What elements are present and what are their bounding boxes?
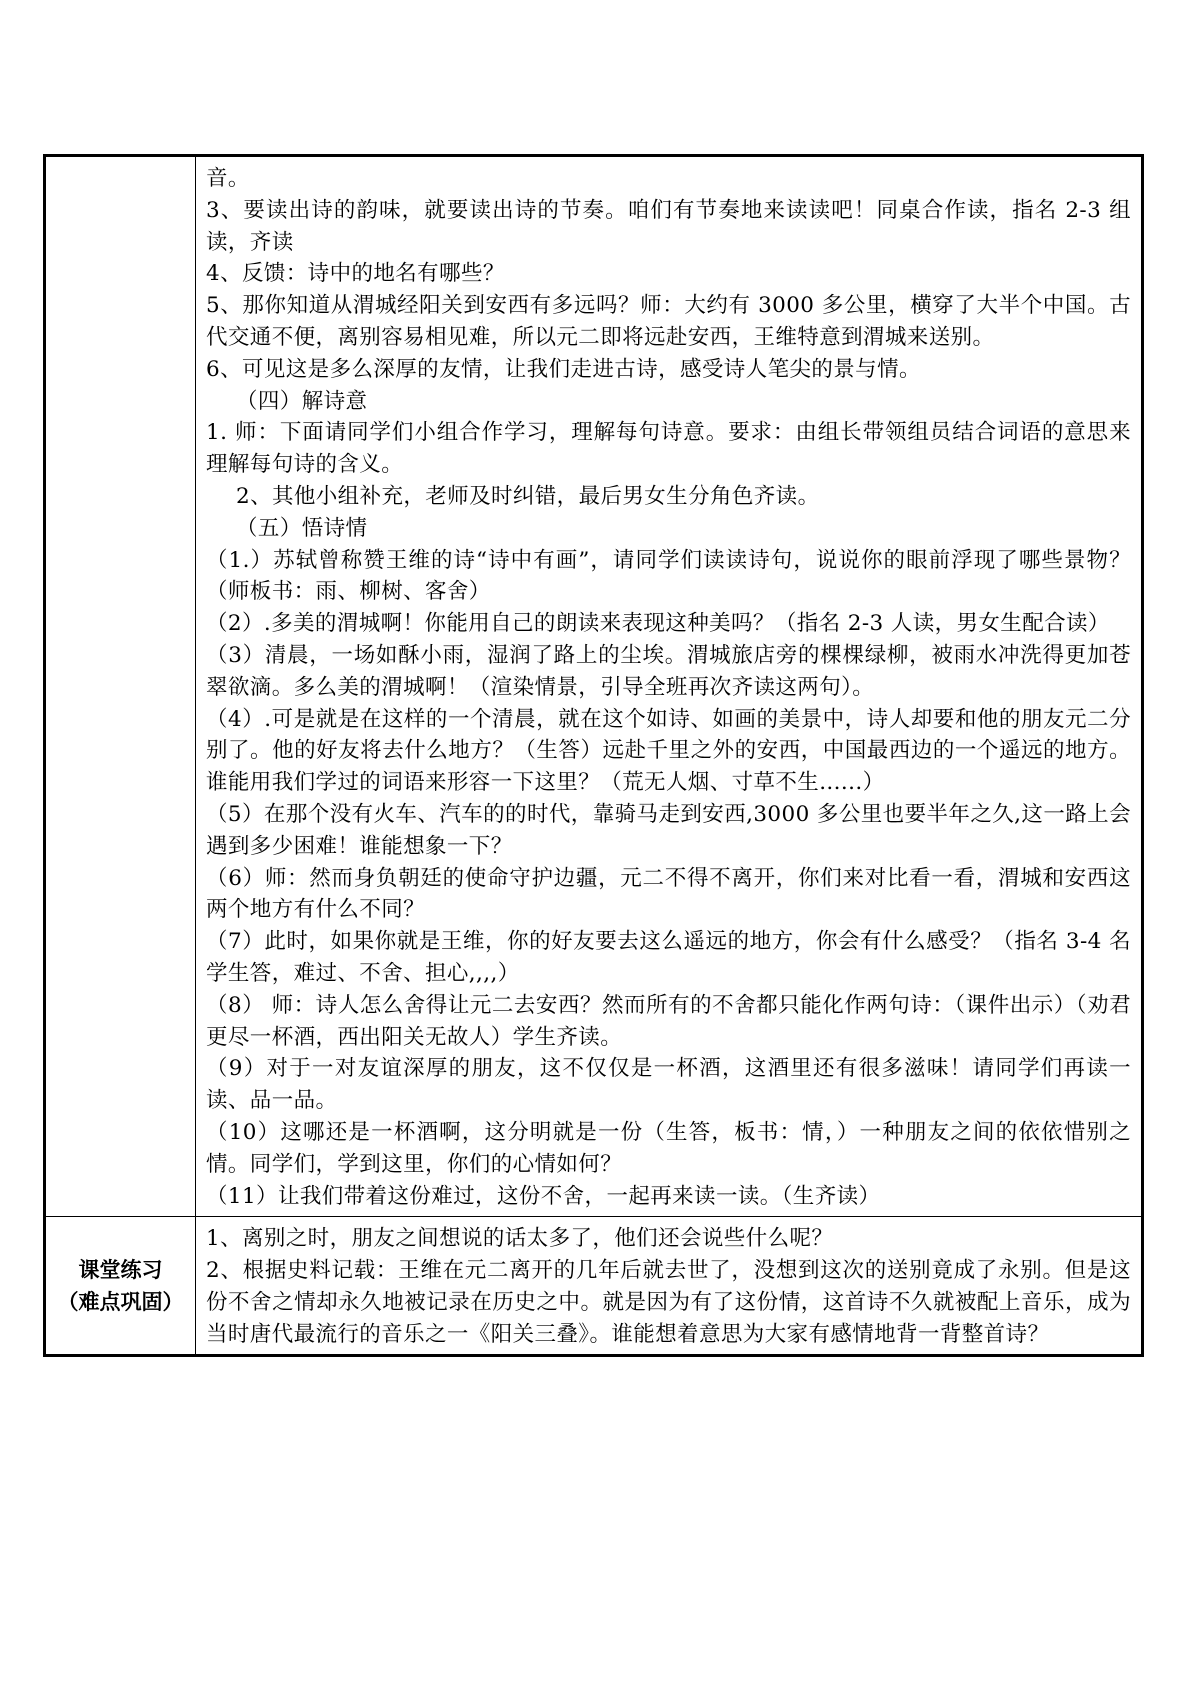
paragraph: 音。 [206,166,250,191]
paragraph: （9）对于一对友谊深厚的朋友，这不仅仅是一杯酒，这酒里还有很多滋味！请同学们再读一读、品一品。 [206,1056,1131,1114]
paragraph: 1、离别之时，朋友之间想说的话太多了，他们还会说些什么呢？ [206,1226,834,1252]
paragraph: （2）.多美的渭城啊！你能用自己的朗读来表现这种美吗？（指名 2-3 人读，男女生配合读） [206,611,1110,637]
paragraph: （1.）苏轼曾称赞王维的诗“诗中有画”，请同学们读读诗句，说说你的眼前浮现了哪些景物？（师板书：雨、柳树、客舍） [206,547,1131,605]
paragraph: 5、那你知道从渭城经阳关到安西有多远吗？师：大约有 3000 多公里，横穿了大半个中国。古代交通不便，离别容易相见难，所以元二即将远赴安西，王维特意到渭城来送别。 [206,293,1131,350]
paragraph: （5）在那个没有火车、汽车的的时代，靠骑马走到安西,3000 多公里也要半年之久,这一路上会遇到多少困难！谁能想象一下？ [206,801,1131,859]
row-sublabel: （难点巩固） [57,1289,184,1314]
paragraph: 3、要读出诗的韵味，就要读出诗的节奏。咱们有节奏地来读读吧！同桌合作读，指名 2-3 组读，齐读 [206,197,1131,255]
paragraph: 2、其他小组补充，老师及时纠错，最后男女生分角色齐读。 [236,483,820,509]
paragraph: （3）清晨，一场如酥小雨，湿润了路上的尘埃。渭城旅店旁的棵棵绿柳，被雨水冲洗得更加苍翠欲滴。多么美的渭城啊！（渲染情景，引导全班再次齐读这两句）。 [206,642,1131,700]
row-label: 课堂练习 [78,1257,163,1282]
practice-items [196,1217,1141,1354]
paragraph: （4）.可是就是在这样的一个清晨，就在这个如诗、如画的美景中，诗人却要和他的朋友元二分别了。他的好友将去什么地方？（生答）远赴千里之外的安西，中国最西边的一个遥远的地方。谁能用我们学过的词语来形容一下这里？（荒无人烟、寸草不生......） [206,706,1131,796]
classroom-practice-row [45,1217,1143,1356]
lesson-plan-table [43,154,1144,1357]
content-cell [196,1217,1143,1356]
paragraph: 4、反馈：诗中的地名有哪些？ [206,261,505,287]
teaching-process-row [45,156,1143,1217]
paragraph: 2、根据史料记载：王维在元二离开的几年后就去世了，没想到这次的送别竟成了永别。但是这份不舍之情却永久地被记录在历史之中。就是因为有了这份情，这首诗不久就被配上音乐，成为当时唐代最流行的音乐之一《阳关三叠》。谁能想着意思为大家有感情地背一背整首诗？ [206,1258,1131,1347]
content-cell [196,156,1143,1217]
section-heading: （四）解诗意 [236,388,368,414]
paragraph: （11）让我们带着这份难过，这份不舍，一起再来读一读。（生齐读） [206,1183,881,1209]
paragraph: （10）这哪还是一杯酒啊，这分明就是一份（生答，板书：情，）一种朋友之间的依依惜别之情。同学们，学到这里，你们的心情如何？ [206,1119,1131,1177]
teaching-steps [196,157,1141,1216]
row-label-cell [45,156,196,1217]
row-label-cell [45,1217,196,1356]
paragraph: 1. 师：下面请同学们小组合作学习，理解每句诗意。要求：由组长带领组员结合词语的意思来理解每句诗的含义。 [206,420,1131,478]
paragraph: 6、可见这是多么深厚的友情，让我们走进古诗，感受诗人笔尖的景与情。 [206,356,921,382]
section-heading: （五）悟诗情 [236,515,368,541]
paragraph: （6）师：然而身负朝廷的使命守护边疆，元二不得不离开，你们来对比看一看，渭城和安西这两个地方有什么不同？ [206,865,1131,923]
paragraph: （7）此时，如果你就是王维，你的好友要去这么遥远的地方，你会有什么感受？（指名 3-4 名学生答，难过、不舍、担心,,,,） [206,929,1131,986]
paragraph: （8） 师：诗人怎么舍得让元二去安西？然而所有的不舍都只能化作两句诗：（课件出示）（劝君更尽一杯酒，西出阳关无故人）学生齐读。 [206,992,1131,1050]
